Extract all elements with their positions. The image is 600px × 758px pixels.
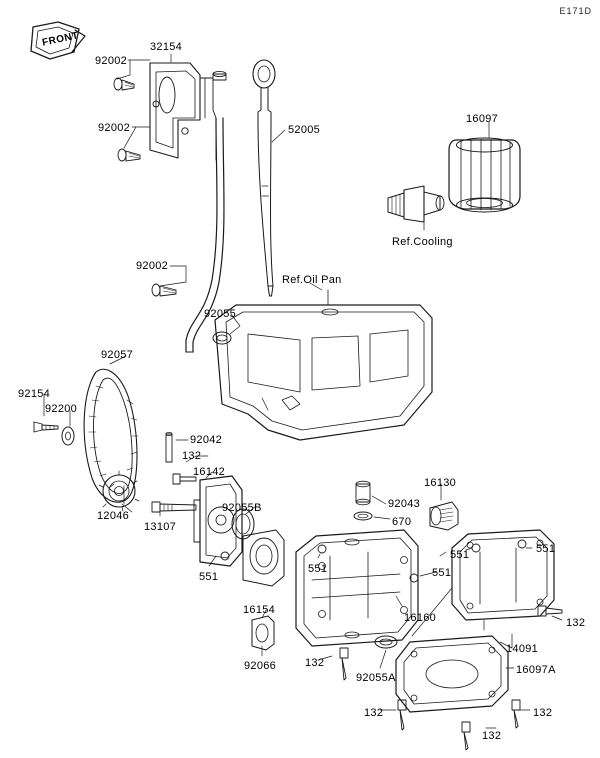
part-label-16097A: 16097A [516, 664, 556, 676]
part-92042-pin [166, 432, 172, 462]
part-label-32154: 32154 [150, 41, 183, 53]
part-label-92055A: 92055A [356, 672, 396, 684]
part-label-16160: 16160 [404, 612, 437, 624]
part-label-132-d: 132 [533, 707, 553, 719]
part-16154-rotor [243, 530, 284, 586]
part-92057-chain [84, 369, 138, 502]
part-label-132-right: 132 [566, 617, 586, 629]
part-label-132-b: 132 [305, 657, 325, 669]
part-12046-sprocket [99, 471, 139, 511]
part-16097-shape [388, 138, 520, 222]
part-92055-oring [213, 332, 231, 344]
part-label-16154: 16154 [243, 604, 276, 616]
part-label-13107: 13107 [144, 521, 177, 533]
part-label-92043: 92043 [388, 498, 421, 510]
ref-cooling-label: Ref.Cooling [392, 236, 453, 248]
part-label-14091: 14091 [506, 643, 539, 655]
part-16097A-cover [396, 636, 508, 712]
part-32154-shape [150, 63, 216, 160]
part-label-132-c: 132 [364, 707, 384, 719]
leader-lines [44, 54, 562, 728]
part-92154-bolt [34, 422, 58, 432]
part-label-92002-lower: 92002 [136, 260, 169, 272]
part-label-551-right-a: 551 [450, 549, 470, 561]
part-label-92055: 92055 [204, 308, 237, 320]
part-13107-shaft [152, 502, 196, 512]
part-label-92042: 92042 [190, 434, 223, 446]
part-label-16130: 16130 [424, 477, 457, 489]
part-label-16142: 16142 [193, 466, 226, 478]
part-label-92066: 92066 [244, 660, 277, 672]
sheet-code: E171D [559, 6, 592, 16]
part-label-132-e: 132 [482, 730, 502, 742]
part-52005-shape [253, 60, 275, 296]
part-label-12046: 12046 [97, 510, 130, 522]
ref-oil-pan-shape [215, 290, 432, 440]
part-label-551-left: 551 [199, 571, 219, 583]
part-label-92002-mid: 92002 [98, 122, 131, 134]
part-92066-plug [252, 616, 274, 650]
ref-oil-pan-label: Ref.Oil Pan [282, 274, 342, 286]
part-label-92055B: 92055B [222, 502, 262, 514]
part-label-92057: 92057 [101, 349, 134, 361]
part-label-551-mid: 551 [308, 563, 328, 575]
part-16160-housing [296, 530, 418, 646]
part-670-oring [354, 512, 372, 520]
part-label-92200: 92200 [45, 403, 78, 415]
part-label-92002-top: 92002 [95, 55, 128, 67]
part-label-132-a: 132 [182, 450, 202, 462]
front-arrow-label: FRONT [41, 30, 80, 49]
part-92043-pin [356, 481, 370, 505]
part-16142-pump-body [194, 476, 242, 566]
part-label-670: 670 [392, 516, 412, 528]
part-16130-valve [430, 502, 458, 530]
part-label-92154: 92154 [18, 388, 51, 400]
part-label-16097: 16097 [466, 113, 499, 125]
part-label-551-lower: 551 [432, 567, 452, 579]
part-label-551-right-b: 551 [536, 543, 556, 555]
part-92200-washer [62, 427, 74, 445]
part-label-52005: 52005 [288, 124, 321, 136]
